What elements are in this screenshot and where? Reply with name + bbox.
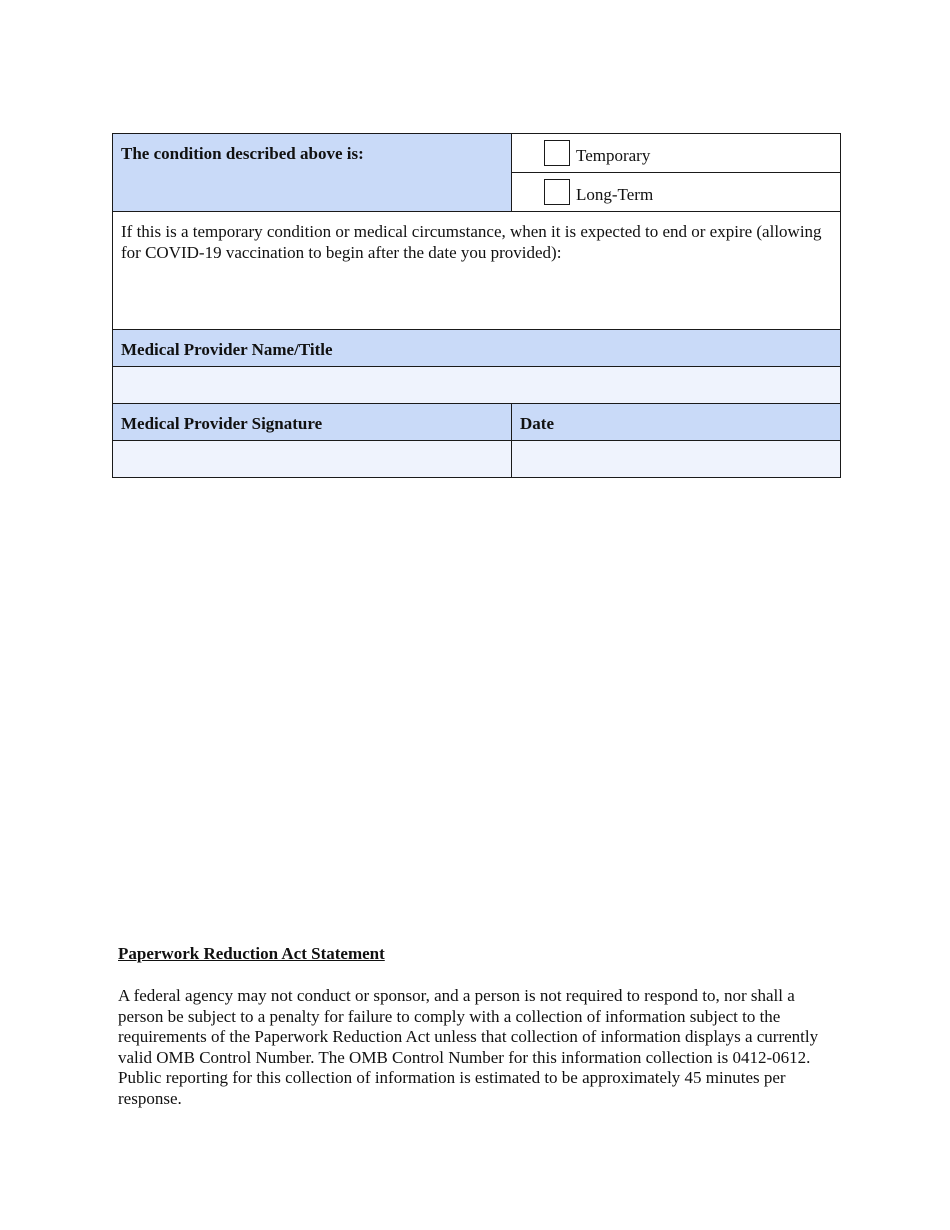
expiration-date-field[interactable]: [113, 212, 841, 330]
signature-field[interactable]: [113, 441, 512, 478]
date-label: Date: [520, 414, 554, 433]
date-field[interactable]: [512, 441, 841, 478]
option-long-term[interactable]: [512, 173, 841, 212]
long-term-label: Long-Term: [576, 185, 654, 204]
date-header: [512, 404, 841, 441]
paperwork-reduction-act-section: [118, 944, 838, 1109]
long-term-checkbox[interactable]: [544, 179, 570, 205]
pra-title: Paperwork Reduction Act Statement: [118, 944, 385, 963]
temporary-label: Temporary: [576, 146, 651, 165]
medical-exemption-form-table: [112, 133, 841, 478]
temporary-checkbox[interactable]: [544, 140, 570, 166]
condition-label: The condition described above is:: [121, 144, 364, 163]
pra-body: A federal agency may not conduct or sponsor, and a person is not required to respond to, nor shall a person be subject to a penalty for failure to comply with a collection of information subject to the requirements of the Paperwork Reduction Act unless that collection of information displays a currently valid OMB Control Number. The OMB Control Number for this information collection is 0412-0612. Public reporting for this collection of information is estimated to be approximately 45 minutes per response.: [118, 986, 819, 1108]
provider-name-header: [113, 330, 841, 367]
provider-name-label: Medical Provider Name/Title: [121, 340, 333, 359]
signature-label: Medical Provider Signature: [121, 414, 323, 433]
condition-label-cell: [113, 134, 512, 212]
option-temporary[interactable]: [512, 134, 841, 173]
signature-header: [113, 404, 512, 441]
temporary-condition-question: If this is a temporary condition or medical circumstance, when it is expected to end or expire (allowing for COVID-19 vaccination to begin after the date you provided):: [121, 222, 822, 262]
provider-name-field[interactable]: [113, 367, 841, 404]
